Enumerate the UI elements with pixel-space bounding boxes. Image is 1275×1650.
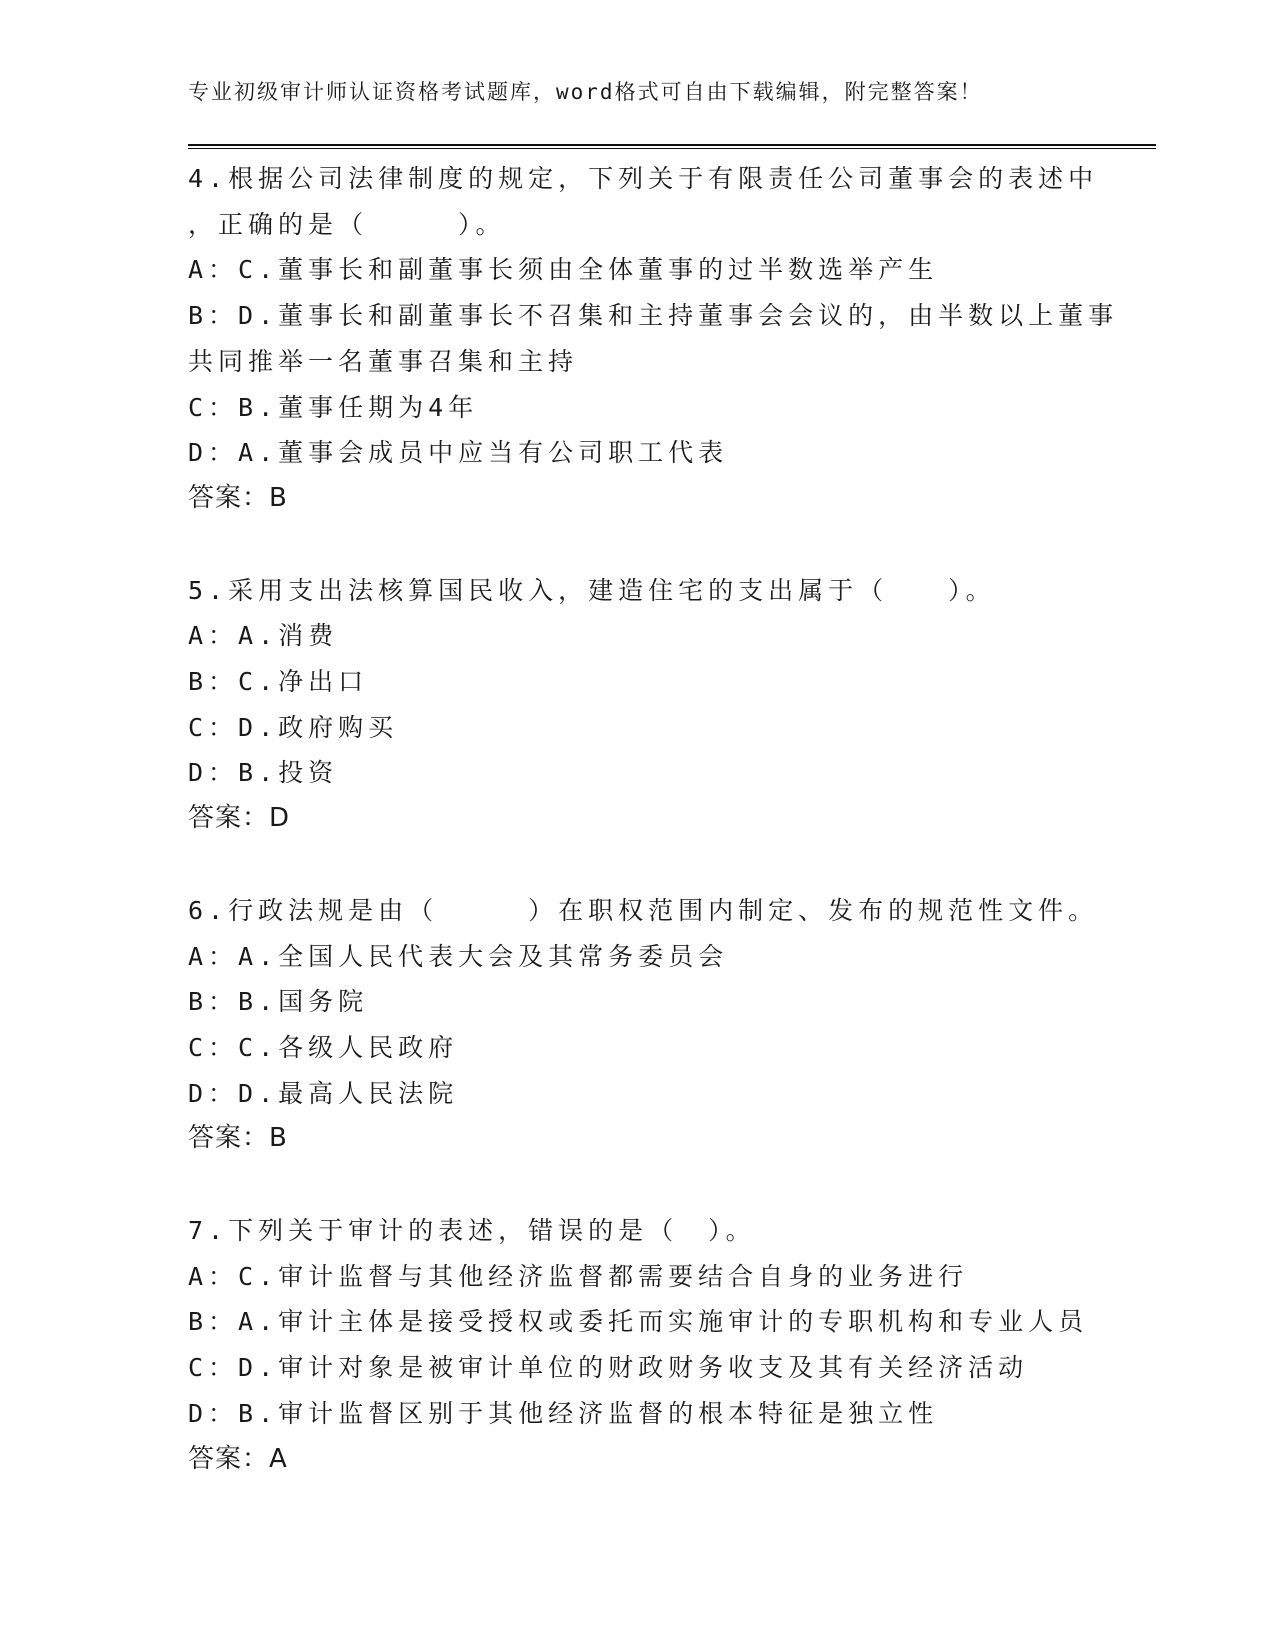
- question-stem-line: 5.采用支出法核算国民收入，建造住宅的支出属于（ ）。: [188, 575, 996, 605]
- answer-line: 答案：B: [188, 482, 288, 513]
- question-7: [188, 1208, 1108, 1482]
- question-list: [188, 156, 1119, 1528]
- question-stem-line: 4.根据公司法律制度的规定，下列关于有限责任公司董事会的表述中: [188, 164, 1099, 193]
- option-b: B：A.审计主体是接受授权或委托而实施审计的专职机构和专业人员: [188, 1307, 1089, 1337]
- option-d: D：B.审计监督区别于其他经济监督的根本特征是独立性: [188, 1398, 939, 1428]
- header-divider: [188, 144, 1156, 149]
- answer-line: 答案：D: [188, 803, 291, 834]
- option-b-continued: 共同推举一名董事召集和主持: [188, 346, 579, 376]
- question-6: [188, 888, 1108, 1162]
- option-b: B：D.董事长和副董事长不召集和主持董事会会议的，由半数以上董事: [188, 301, 1119, 331]
- option-d: D：A.董事会成员中应当有公司职工代表: [188, 438, 729, 468]
- option-d: D：D.最高人民法院: [188, 1078, 459, 1108]
- page-header: 专业初级审计师认证资格考试题库，word格式可自由下载编辑，附完整答案！: [188, 80, 983, 104]
- option-c: C：D.政府购买: [188, 712, 399, 742]
- option-c: C：B.董事任期为4年: [188, 392, 479, 422]
- option-a: A：C.审计监督与其他经济监督都需要结合自身的业务进行: [188, 1261, 969, 1291]
- question-stem-line: ，正确的是（ ）。: [188, 209, 506, 239]
- option-a: A：C.董事长和副董事长须由全体董事的过半数选举产生: [188, 255, 939, 285]
- option-d: D：B.投资: [188, 758, 339, 788]
- question-stem-line: 7.下列关于审计的表述，错误的是（ ）。: [188, 1216, 756, 1246]
- question-4: [188, 156, 1119, 522]
- option-b: B：C.净出口: [188, 667, 369, 697]
- question-stem-line: 6.行政法规是由（ ）在职权范围内制定、发布的规范性文件。: [188, 895, 1099, 925]
- answer-line: 答案：A: [188, 1443, 288, 1474]
- question-5: [188, 568, 1108, 842]
- option-a: A：A.全国人民代表大会及其常务委员会: [188, 941, 729, 971]
- answer-line: 答案：B: [188, 1123, 288, 1154]
- option-a: A：A.消费: [188, 621, 339, 651]
- option-c: C：D.审计对象是被审计单位的财政财务收支及其有关经济活动: [188, 1353, 1029, 1383]
- option-b: B：B.国务院: [188, 987, 369, 1017]
- option-c: C：C.各级人民政府: [188, 1032, 459, 1062]
